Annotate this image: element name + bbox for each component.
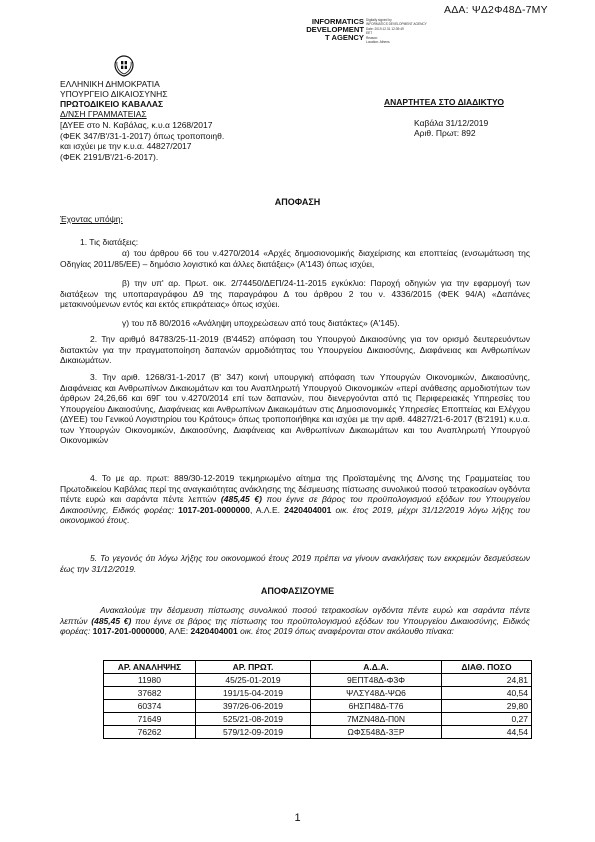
cell-commitment-no: 76262 (104, 726, 196, 739)
table-row (104, 700, 532, 713)
col-header-ada: Α.Δ.Α. (311, 661, 442, 674)
col-header-amount: ΔΙΑΘ. ΠΟΣΟ (442, 661, 532, 674)
table-row (104, 726, 532, 739)
protocol-number: Αριθ. Πρωτ: 892 (414, 128, 476, 138)
agency-logo (296, 18, 364, 43)
cell-amount: 44,54 (442, 726, 532, 739)
greek-emblem-icon (113, 55, 135, 77)
table-row (104, 713, 532, 726)
legal-basis-line: [ΔΥΕΕ στο Ν. Καβάλας, κ.υ.α 1268/2017 (60, 120, 213, 130)
cell-protocol-no: 45/25-01-2019 (196, 674, 311, 687)
cell-protocol-no: 397/26-06-2019 (196, 700, 311, 713)
signature-line: Location: Athens (366, 40, 390, 45)
internet-publish-note: ΑΝΑΡΤΗΤΕΑ ΣΤΟ ΔΙΑΔΙΚΤΥΟ (384, 97, 504, 107)
cell-amount: 0,27 (442, 713, 532, 726)
table-row (104, 687, 532, 700)
legal-basis-line: και ισχύει με την κ.υ.α. 44827/2017 (60, 141, 192, 151)
agency-logo-line-2: DEVELOPMENT (306, 25, 364, 35)
signature-line: EET (366, 31, 373, 36)
page-number: 1 (294, 812, 301, 824)
header-country: ΕΛΛΗΝΙΚΗ ΔΗΜΟΚΡΑΤΙΑ (60, 79, 160, 89)
item4-amount: (485,45 €) (220, 494, 262, 504)
legal-basis-line: (ΦΕΚ 347/Β'/31-1-2017) όπως τροποποιηθ. (60, 130, 225, 141)
cell-ada: ΨΛΣΥ48Δ-ΨΩ6 (311, 687, 442, 700)
decision-amount: (485,45 €) (91, 615, 132, 626)
agency-logo-line-1: INFORMATICS (311, 17, 364, 26)
item1b-text: β) την υπ' αρ. Πρωτ. οικ. 2/74450/ΔΕΠ/24-11-2015 εγκύκλιο: Παροχή οδηγιών για την εφαρμογή των διατάξεων της υποπαραγράφου Δ9 της παραγράφου Δ του άρθρου 2 του ν. 4336/2015 (ΦΕΚ 94/Α) «Δαπάνες μετακινούμενων εντός και εκτός επικράτειας» όπως ισχύει. (60, 278, 530, 309)
item2-text: 2. Την αριθμό 84783/25-11-2019 (Β'4452) απόφαση του Υπουργού Δικαιοσύνης για τον ορισμό δευτερευόντων διατακτών για την πραγματοποίηση δαπανών αρμοδιότητας του Υπουργείου Δικαιοσύνης, Διαφάνειας και Ανθρωπίνων Δικαιωμάτων. (60, 334, 530, 365)
cell-ada: 7ΜΖΝ48Δ-Π0Ν (311, 713, 442, 726)
header-court: ΠΡΩΤΟΔΙΚΕΙΟ ΚΑΒΑΛΑΣ (60, 99, 164, 109)
cell-protocol-no: 525/21-08-2019 (196, 713, 311, 726)
decision-pre: Ανακαλούμε την δέσμευση πίστωσης συνολικού ποσού τετρακοσίων ογδόντα πέντε ευρώ και σαράντα πέντε λεπτών (60, 605, 530, 626)
signature-line: Reason: (366, 35, 378, 40)
agency-logo-line-3: T AGENCY (325, 33, 364, 43)
header-ministry: ΥΠΟΥΡΓΕΙΟ ΔΙΚΑΙΟΣΥΝΗΣ (60, 89, 168, 99)
place-date: Καβάλα 31/12/2019 (414, 118, 489, 128)
decision-text (60, 605, 530, 637)
header-legal-basis (60, 120, 300, 162)
col-header-protocol-no: ΑΡ. ΠΡΩΤ. (196, 661, 311, 674)
item4-text (60, 473, 530, 526)
intro-text: Έχοντας υπόψη: (60, 214, 123, 224)
page-title: ΑΠΟΦΑΣΗ (274, 197, 321, 207)
item4-ale-label: , Α.Λ.Ε. (249, 504, 281, 515)
cell-commitment-no: 71649 (104, 713, 196, 726)
signature-line: Date: 2019.12.31 12:39:49 (366, 26, 404, 31)
item4-ale-code: 2420404001 (284, 504, 332, 515)
item1a-text: α) του άρθρου 66 του ν.4270/2014 «Αρχές δημοσιονομικής διαχείρισης και εποπτείας (ενσωμάτωση της Οδηγίας 2011/85/ΕΕ) – δημόσιο λογιστικό και άλλες διατάξεις» (Α'143) όπως ισχύει, (60, 248, 530, 269)
decision-title: ΑΠΟΦΑΣΙΖΟΥΜΕ (260, 586, 335, 596)
item4-mid: που έγινε σε βάρος του προϋπολογισμού εξόδων του Υπουργείου Δικαιοσύνης, Ειδικός φορέας: (60, 494, 530, 515)
cell-commitment-no: 60374 (104, 700, 196, 713)
cell-protocol-no: 191/15-04-2019 (196, 687, 311, 700)
col-header-commitment-no: ΑΡ. ΑΝΑΛΗΨΗΣ (104, 661, 196, 674)
item1-heading: 1. Τις διατάξεις: (80, 237, 139, 247)
table-row (104, 674, 532, 687)
header-directorate: Δ/ΝΣΗ ΓΡΑΜΜΑΤΕΙΑΣ (60, 109, 147, 119)
cell-ada: 6ΗΣΠ48Δ-Τ76 (311, 700, 442, 713)
decision-mid: που έγινε σε βάρος της πίστωσης του προϋπολογισμού εξόδων του Υπουργείου Δικαιοσύνης, Ειδικός φορέας: (60, 615, 530, 636)
cell-ada: 9ΕΠΤ48Δ-Φ3Φ (311, 674, 442, 687)
cell-amount: 40,54 (442, 687, 532, 700)
signature-line: Digitally signed by (366, 18, 392, 22)
decision-body-code: 1017-201-0000000 (92, 626, 165, 636)
commitments-table (103, 660, 532, 739)
cell-amount: 29,80 (442, 700, 532, 713)
item4-pre: 4. Το με αρ. πρωτ: 889/30-12-2019 τεκμηριωμένο αίτημα της Προϊσταμένης της Δ/νσης της Γραμματείας του Πρωτοδικείου Καβάλας περί της αναγκαιότητας ανάκλησης της δέσμευσης πίστωσης συνολικού ποσού τετρακοσίων ογδόντα πέντε ευρώ και σαράντα πέντε λεπτών (60, 473, 530, 504)
cell-amount: 24,81 (442, 674, 532, 687)
cell-ada: ΩΦΣ548Δ-3ΞΡ (311, 726, 442, 739)
decision-post: οικ. έτος 2019 όπως αναφέρονται στον ακόλουθο πίνακα: (240, 626, 454, 636)
item3-text: 3. Την αριθ. 1268/31-1-2017 (Β' 347) κοινή υπουργική απόφαση των Υπουργών Οικονομικών, Δικαιοσύνης, Διαφάνειας και Ανθρωπίνων Δικαιωμάτων και του Αναπληρωτή Υπουργού Οικονομικών «περί ανάθεσης αρμοδιοτήτων των άρθρων 24,26,66 και 69Γ του ν.4270/2014 επί των δαπανών, που διενεργούνται από τις Περιφερειακές Υπηρεσίες του Υπουργείου Δικαιοσύνης, Διαφάνειας και Ανθρωπίνων Δικαιωμάτων στις Δημοσιονομικές Υπηρεσίες Εποπτείας και Ελέγχου (ΔΥΕΕ) του Γενικού Λογιστηρίου του Κράτους» όπως τροποποιήθηκε και ισχύει με την αριθ. 44827/21-6-2017 (Β'2191) κ.υ.α. των Υπουργών Οικονομικών, Δικαιοσύνης, Διαφάνειας και Ανθρωπίνων Δικαιωμάτων και του Αναπληρωτή Υπουργού Οικονομικών (60, 372, 530, 445)
decision-ale-code: 2420404001 (190, 626, 238, 636)
item1c-text: γ) του πδ 80/2016 «Ανάληψη υποχρεώσεων από τους διατάκτες» (Α'145). (122, 318, 400, 328)
cell-commitment-no: 37682 (104, 687, 196, 700)
digital-signature-block (366, 18, 430, 44)
cell-protocol-no: 579/12-09-2019 (196, 726, 311, 739)
item4-post: οικ. έτος 2019, μέχρι 31/12/2019 λόγω λήξης του οικονομικού έτους. (60, 504, 530, 525)
table-header-row (104, 661, 532, 674)
signature-line: INFORMATICS DEVELOPMENT AGENCY (366, 22, 427, 27)
ada-stamp: ΑΔΑ: ΨΔ2Φ48Δ-7ΜΥ (444, 4, 548, 16)
cell-commitment-no: 11980 (104, 674, 196, 687)
legal-basis-line: (ΦΕΚ 2191/Β'/21-6-2017). (60, 151, 159, 162)
decision-ale-label: , ΑΛΕ: (164, 626, 189, 636)
item4-body-code: 1017-201-0000000 (178, 504, 250, 515)
item5-text: 5. Το γεγονός ότι λόγω λήξης του οικονομικού έτους 2019 πρέπει να γίνουν ανακλήσεις των εκκρεμών δεσμεύσεων έως την 31/12/2019. (60, 553, 530, 574)
